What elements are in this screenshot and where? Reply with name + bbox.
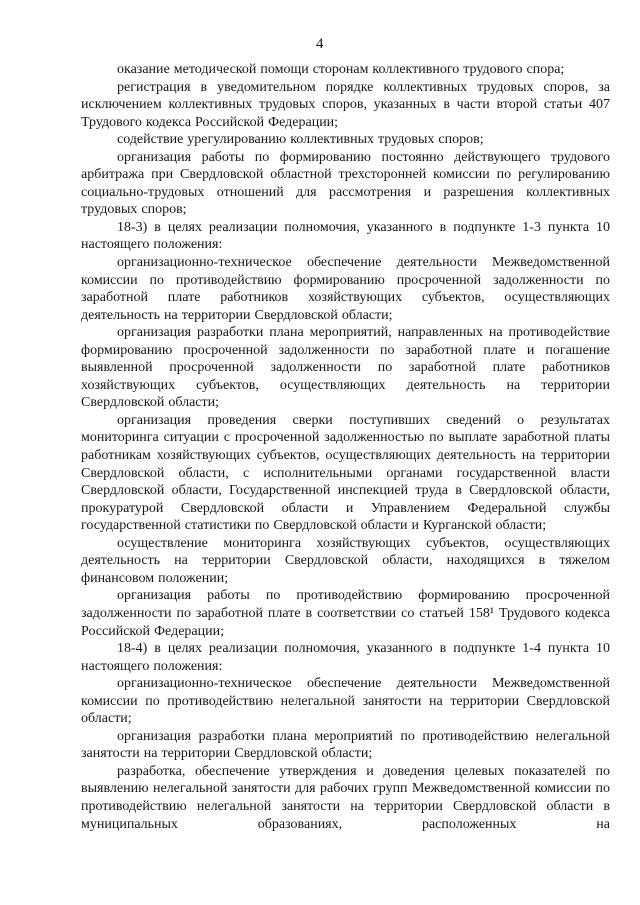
paragraph: осуществление мониторинга хозяйствующих субъектов, осуществляющих деятельность на территории Свердловской области, находящихся в тяжелом финансовом положении; bbox=[81, 535, 610, 586]
page-number: 4 bbox=[316, 36, 324, 52]
paragraph: организационно-техническое обеспечение деятельности Межведомственной комиссии по противодействию нелегальной занятости на территории Свердловской области; bbox=[81, 676, 610, 727]
paragraph: регистрация в уведомительном порядке коллективных трудовых споров, за исключением коллективных трудовых споров, указанных в части второй статьи 407 Трудового кодекса Российской Федерации; bbox=[81, 79, 610, 130]
paragraph: организация разработки плана мероприятий, направленных на противодействие формированию просроченной задолженности по заработной плате и погашение выявленной просроченной задолженности по заработной плате работников хозяйствующих субъектов, осуществляющих деятельность на территории Свердловской области; bbox=[81, 325, 610, 411]
paragraph: оказание методической помощи сторонам коллективного трудового спора; bbox=[117, 62, 565, 77]
paragraph: разработка, обеспечение утверждения и доведения целевых показателей по выявлению нелегальной занятости для рабочих групп Межведомственной комиссии по противодействию нелегальной занятости на территории Свердловской области в муниципальных образованиях, расположенных на bbox=[81, 763, 610, 832]
paragraph: организационно-техническое обеспечение деятельности Межведомственной комиссии по противодействию формированию просроченной задолженности по заработной плате работников хозяйствующих субъектов, осуществляющих деятельность на территории Свердловской области; bbox=[81, 255, 610, 323]
paragraph: 18-4) в целях реализации полномочия, указанного в подпункте 1-4 пункта 10 настоящего положения: bbox=[81, 641, 610, 674]
paragraph: содействие урегулированию коллективных трудовых споров; bbox=[117, 132, 484, 148]
document-body bbox=[81, 61, 610, 833]
paragraph: организация разработки плана мероприятий по противодействию нелегальной занятости на территории Свердловской области; bbox=[81, 728, 610, 762]
paragraph: организация работы по противодействию формированию просроченной задолженности по заработной плате в соответствии со статьей 158¹ Трудового кодекса Российской Федерации; bbox=[81, 588, 610, 639]
paragraph: 18-3) в целях реализации полномочия, указанного в подпункте 1-3 пункта 10 настоящего положения: bbox=[81, 219, 610, 253]
paragraph: организация проведения сверки поступивших сведений о результатах мониторинга ситуации с просроченной задолженностью по выплате заработной платы работникам хозяйствующих субъектов, осуществляющих деятельность на территории Свердловской области, с исполнительными органами государственной власти Свердловской области, Государственной инспекцией труда в Свердловской области, прокуратурой Свердловской области и Управлением Федеральной службы государственной статистики по Свердловской области и Курганской области; bbox=[81, 412, 610, 534]
paragraph: организация работы по формированию постоянно действующего трудового арбитража при Свердловской областной трехсторонней комиссии по регулированию социально-трудовых отношений для рассмотрения и разрешения коллективных трудовых споров; bbox=[81, 149, 610, 218]
